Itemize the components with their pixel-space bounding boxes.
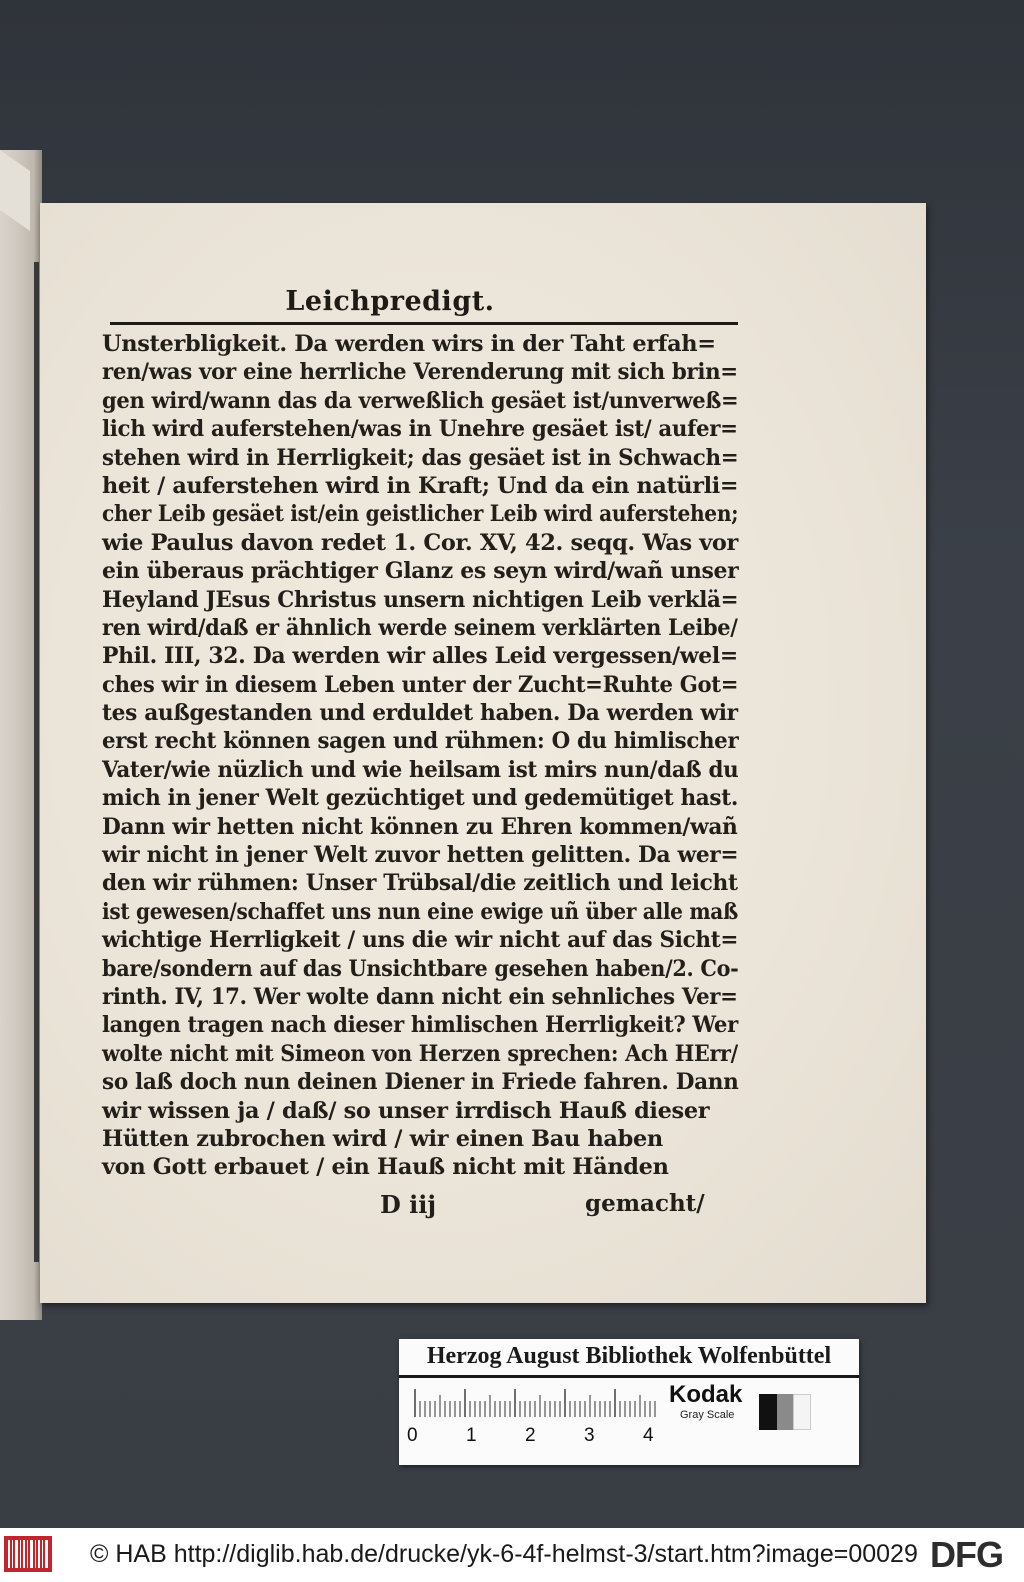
text-line: bare/sondern auf das Unsichtbare gesehen haben/2. Co-	[102, 955, 739, 982]
text-line: lich wird auferstehen/was in Unehre gesäet ist/ aufer=	[102, 416, 738, 443]
text-line: ein überaus prächtiger Glanz es seyn wird/wañ unser	[102, 558, 739, 585]
text-line: den wir rühmen: Unser Trübsal/die zeitlich und leicht	[102, 870, 738, 897]
scanned-page	[40, 203, 926, 1303]
page-footer	[40, 1190, 926, 1220]
text-line: wolte nicht mit Simeon von Herzen sprechen: Ach HErr/	[102, 1040, 738, 1067]
text-line: Phil. III, 32. Da werden wir alles Leid vergessen/wel=	[102, 643, 738, 670]
ruler-numbers	[407, 1425, 667, 1449]
text-line: ren wird/daß er ähnlich werde seinem verklärten Leibe/	[102, 614, 738, 641]
color-calibration-card	[399, 1339, 859, 1465]
text-line: wir wissen ja / daß/ so unser irrdisch Hauß dieser	[102, 1097, 710, 1124]
text-line: ches wir in diesem Leben unter der Zucht=Ruhte Got=	[102, 671, 739, 698]
text-line: langen tragen nach dieser himlischen Herrligkeit? Wer	[102, 1012, 738, 1039]
text-line: Heyland JEsus Christus unsern nichtigen Leib verklä=	[102, 586, 739, 613]
gray-patch-light	[793, 1394, 811, 1430]
barcode-icon	[4, 1536, 52, 1572]
text-line: tes außgestanden und erduldet haben. Da werden wir	[102, 700, 738, 727]
text-line: Vater/wie nüzlich und wie heilsam ist mirs nun/daß du	[102, 756, 739, 783]
text-line: gen wird/wann das da verweßlich gesäet ist/unverweß=	[102, 387, 739, 414]
gray-patch-mid	[777, 1394, 793, 1430]
text-line: Dann wir hetten nicht können zu Ehren kommen/wañ	[102, 813, 738, 840]
text-line: von Gott erbauet / ein Hauß nicht mit Händen	[102, 1154, 669, 1181]
header-rule	[110, 322, 738, 325]
text-line: Hütten zubrochen wird / wir einen Bau haben	[102, 1125, 663, 1152]
text-line: wichtige Herrligkeit / uns die wir nicht auf das Sicht=	[102, 927, 739, 954]
gray-patch-black	[759, 1394, 777, 1430]
text-line: ren/was vor eine herrliche Verenderung mit sich brin=	[102, 359, 738, 386]
text-line: wir nicht in jener Welt zuvor hetten gelitten. Da wer=	[102, 842, 739, 869]
catchword: gemacht/	[585, 1190, 705, 1217]
ruler-number: 3	[584, 1425, 595, 1446]
card-title: Herzog August Bibliothek Wolfenbüttel	[426, 1343, 832, 1369]
ruler-number: 2	[525, 1425, 536, 1446]
ruler-number: 4	[643, 1425, 654, 1446]
copyright-link[interactable]: © HAB http://diglib.hab.de/drucke/yk-6-4f-helmst-3/start.htm?image=00029	[90, 1540, 918, 1568]
card-rule	[399, 1375, 859, 1378]
gray-scale-label: Gray Scale	[680, 1409, 735, 1421]
text-line: wie Paulus davon redet 1. Cor. XV, 42. seqq. Was vor	[102, 529, 739, 556]
running-head: Leichpredigt.	[285, 286, 495, 317]
book-gutter	[34, 262, 39, 1262]
text-line: mich in jener Welt gezüchtiget und gedemütiget hast.	[102, 785, 739, 812]
gray-scale-patches	[759, 1394, 811, 1430]
text-line: heit / auferstehen wird in Kraft; Und da ein natürli=	[102, 472, 739, 499]
text-line: so laß doch nun deinen Diener in Friede fahren. Dann	[102, 1069, 739, 1096]
dfg-logo: DFG	[930, 1534, 1003, 1575]
ruler-scale	[413, 1387, 659, 1417]
ruler-number: 1	[466, 1425, 477, 1446]
text-line: cher Leib gesäet ist/ein geistlicher Leib wird auferstehen;	[102, 501, 739, 528]
text-line: Unsterbligkeit. Da werden wirs in der Taht erfah=	[102, 331, 716, 357]
signature-mark: D iij	[380, 1190, 437, 1219]
ruler-number: 0	[407, 1425, 418, 1446]
kodak-brand: Kodak	[669, 1381, 743, 1408]
text-line: erst recht können sagen und rühmen: O du himlischer	[102, 728, 739, 755]
text-line: stehen wird in Herrligkeit; das gesäet ist in Schwach=	[102, 444, 739, 471]
text-line: rinth. IV, 17. Wer wolte dann nicht ein sehnliches Ver=	[102, 983, 738, 1010]
text-line: ist gewesen/schaffet uns nun eine ewige uñ über alle maß	[102, 898, 738, 925]
body-text	[102, 330, 742, 1182]
footer-bar	[0, 1528, 1024, 1582]
